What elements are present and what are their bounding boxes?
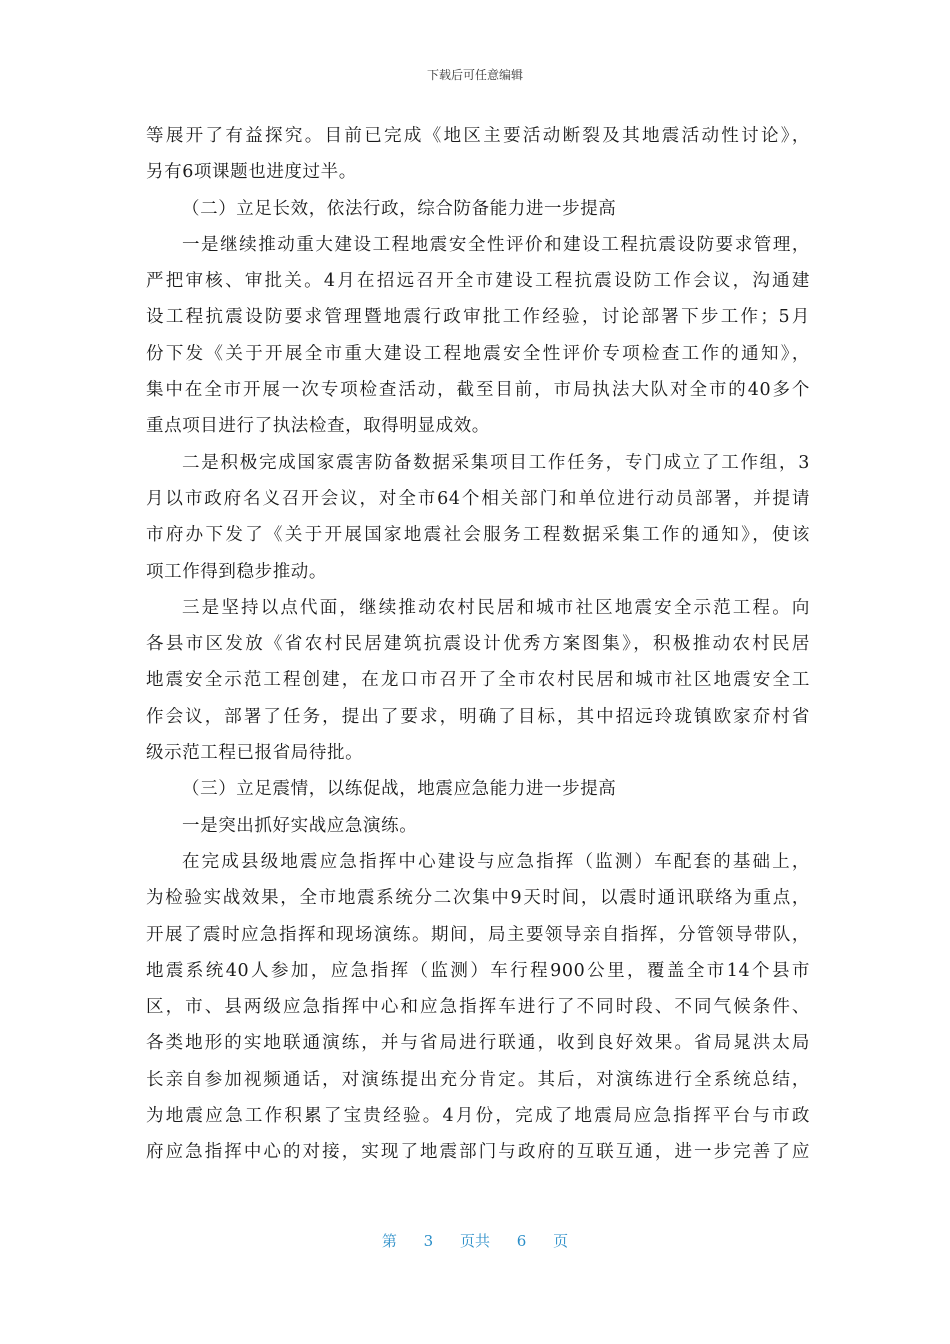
footer-middle: 页共 xyxy=(459,1232,490,1250)
text-line: 在完成县级地震应急指挥中心建设与应急指挥（监测）车配套的基础上， xyxy=(182,851,810,872)
text-line: 各县市区发放《省农村民居建筑抗震设计优秀方案图集》，积极推动农村民居 xyxy=(146,634,810,655)
text-line: 设工程抗震设防要求管理暨地震行政审批工作经验，讨论部署下步工作；5月 xyxy=(146,307,810,328)
text-line: 项工作得到稳步推动。 xyxy=(146,561,327,582)
text-line: 一是突出抓好实战应急演练。 xyxy=(182,815,418,836)
footer-prefix: 第 xyxy=(381,1232,397,1250)
text-line: 地震系统40人参加，应急指挥（监测）车行程900公里，覆盖全市14个县市 xyxy=(146,960,810,981)
text-line: 级示范工程已报省局待批。 xyxy=(146,743,364,764)
text-line: 作会议，部署了任务，提出了要求，明确了目标，其中招远玲珑镇欧家夼村省 xyxy=(146,706,810,727)
text-line: 份下发《关于开展全市重大建设工程地震安全性评价专项检查工作的通知》， xyxy=(146,343,810,364)
text-line: 三是坚持以点代面，继续推动农村民居和城市社区地震安全示范工程。向 xyxy=(182,597,810,618)
text-line: 府应急指挥中心的对接，实现了地震部门与政府的互联互通，进一步完善了应 xyxy=(146,1142,810,1163)
text-line: 一是继续推动重大建设工程地震安全性评价和建设工程抗震设防要求管理， xyxy=(182,234,810,255)
text-line: 另有6项课题也进度过半。 xyxy=(146,162,357,183)
footer-current-page: 3 xyxy=(423,1232,434,1250)
text-line: 严把审核、审批关。4月在招远召开全市建设工程抗震设防工作会议，沟通建 xyxy=(146,271,810,292)
page-header: 下载后可任意编辑 xyxy=(426,68,523,82)
text-line: 为地震应急工作积累了宝贵经验。4月份，完成了地震局应急指挥平台与市政 xyxy=(146,1106,810,1127)
text-line: 月以市政府名义召开会议，对全市64个相关部门和单位进行动员部署，并提请 xyxy=(146,488,810,509)
text-line: （三）立足震情，以练促战，地震应急能力进一步提高 xyxy=(182,779,617,800)
text-line: 重点项目进行了执法检查，取得明显成效。 xyxy=(146,416,490,437)
text-line: 区，市、县两级应急指挥中心和应急指挥车进行了不同时段、不同气候条件、 xyxy=(146,997,810,1018)
text-line: 等展开了有益探究。目前已完成《地区主要活动断裂及其地震活动性讨论》， xyxy=(146,126,810,146)
text-line: 二是积极完成国家震害防备数据采集项目工作任务，专门成立了工作组，3 xyxy=(182,452,810,473)
text-line: 长亲自参加视频通话，对演练提出充分肯定。其后，对演练进行全系统总结， xyxy=(146,1069,810,1090)
document-body xyxy=(146,118,810,1171)
text-line: 市府办下发了《关于开展国家地震社会服务工程数据采集工作的通知》，使该 xyxy=(146,525,810,546)
text-line: 各类地形的实地联通演练，并与省局进行联通，收到良好效果。省局晁洪太局 xyxy=(146,1033,810,1054)
page-footer xyxy=(0,1230,950,1251)
text-line: 开展了震时应急指挥和现场演练。期间，局主要领导亲自指挥，分管领导带队， xyxy=(146,924,810,945)
text-line: （二）立足长效，依法行政，综合防备能力进一步提高 xyxy=(182,198,617,219)
text-line: 为检验实战效果，全市地震系统分二次集中9天时间，以震时通讯联络为重点， xyxy=(146,888,810,909)
text-line: 地震安全示范工程创建，在龙口市召开了全市农村民居和城市社区地震安全工 xyxy=(146,670,810,691)
footer-total-pages: 6 xyxy=(516,1232,527,1250)
footer-suffix: 页 xyxy=(553,1232,569,1250)
text-line: 集中在全市开展一次专项检查活动，截至目前，市局执法大队对全市的40多个 xyxy=(146,380,810,401)
